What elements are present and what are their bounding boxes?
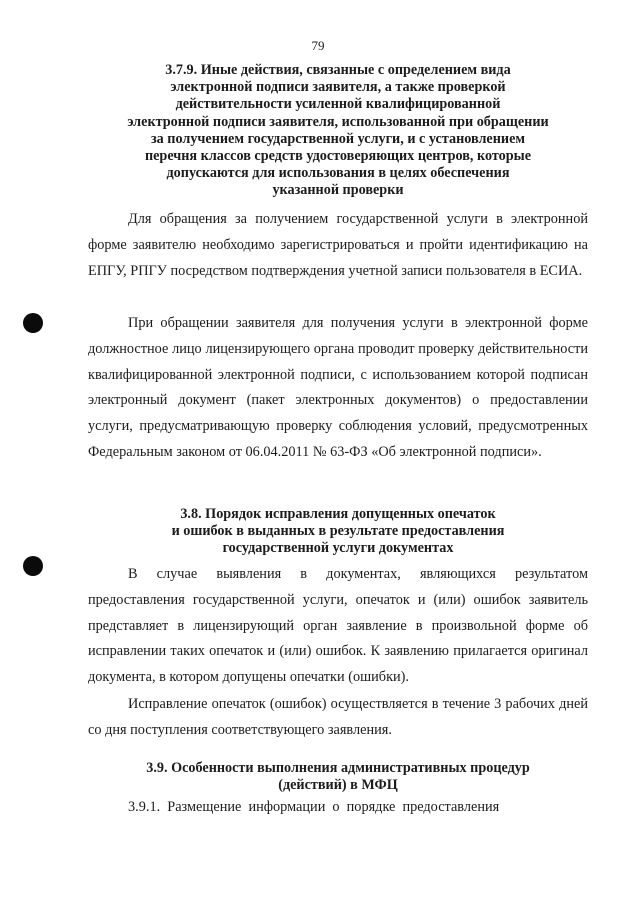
heading-line: действительности усиленной квалифицированной	[175, 96, 501, 113]
heading-line: государственной услуги документах	[222, 540, 454, 557]
punch-hole	[23, 313, 43, 333]
page-number: 79	[311, 38, 325, 53]
section-heading-3-8	[88, 506, 588, 558]
heading-line: допускаются для использования в целях обеспечения	[166, 165, 510, 182]
heading-line: 3.8. Порядок исправления допущенных опечаток	[180, 506, 496, 522]
heading-line: перечня классов средств удостоверяющих центров, которые	[144, 148, 532, 165]
body-paragraph: При обращении заявителя для получения услуги в электронной форме должностное лицо лицензирующего органа проводит проверку действительности квалифицированной электронной подписи, с использованием которой подписан электронный документ (пакет электронных документов) о предоставлении услуги, предусматривающую проверку соблюдения условий, предусмотренных Федеральным законом от 06.04.2011 № 63-ФЗ «Об электронной подписи».	[88, 315, 588, 460]
heading-line: электронной подписи заявителя, а также проверкой	[170, 79, 506, 96]
section-heading-3-9	[88, 760, 588, 794]
heading-line: 3.9. Особенности выполнения административных процедур	[146, 760, 530, 776]
heading-line: за получением государственной услуги, и с установлением	[150, 130, 526, 147]
punch-hole	[23, 556, 43, 576]
body-paragraph: Исправление опечаток (ошибок) осуществляется в течение 3 рабочих дней со дня поступления соответствующего заявления.	[88, 696, 588, 738]
heading-line: 3.7.9. Иные действия, связанные с определением вида	[165, 62, 511, 78]
body-paragraph: Для обращения за получением государственной услуги в электронной форме заявителю необходимо зарегистрироваться и пройти идентификацию на ЕПГУ, РПГУ посредством подтверждения учетной записи пользователя в ЕСИА.	[88, 211, 588, 279]
heading-line: электронной подписи заявителя, использованной при обращении	[127, 113, 549, 130]
body-paragraph: В случае выявления в документах, являющихся результатом предоставления государственной услуги, опечаток и (или) ошибок заявитель представляет в лицензирующий орган заявление в произвольной форме об исправлении таких опечаток и (или) ошибок. К заявлению прилагается оригинал документа, в котором допущены опечатки (ошибки).	[88, 566, 588, 686]
heading-line: и ошибок в выданных в результате предоставления	[171, 523, 505, 540]
section-heading-3-7-9	[88, 62, 588, 200]
heading-line: (действий) в МФЦ	[278, 777, 398, 794]
body-paragraph: 3.9.1. Размещение информации о порядке предоставления	[128, 799, 500, 815]
heading-line: указанной проверки	[272, 182, 404, 199]
